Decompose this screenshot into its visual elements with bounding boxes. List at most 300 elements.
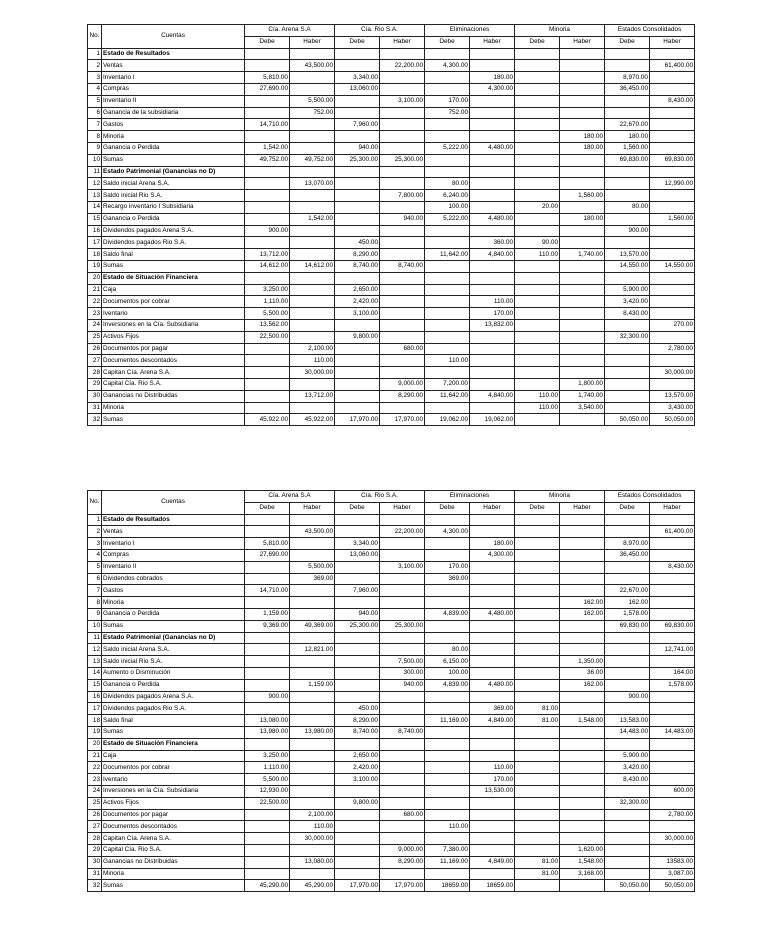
eliminaciones-debe-cell	[425, 83, 470, 95]
eliminaciones-haber-cell	[470, 644, 515, 656]
eliminaciones-debe-cell	[425, 785, 470, 797]
section-row	[88, 166, 695, 178]
account-name: Ventas	[102, 526, 245, 538]
header-haber: Haber	[290, 502, 335, 514]
consolidados-debe-cell	[605, 48, 650, 60]
minoria-debe-cell	[515, 119, 560, 131]
arena-haber-cell	[290, 667, 335, 679]
rio-debe-cell: 2,650.00	[335, 750, 380, 762]
arena-debe-cell	[245, 60, 290, 72]
consolidados-debe-cell	[605, 844, 650, 856]
consolidados-haber-cell	[650, 83, 695, 95]
row-number: 21	[88, 284, 102, 296]
rio-debe-cell: 9,800.00	[335, 331, 380, 343]
minoria-debe-cell	[515, 549, 560, 561]
consolidados-debe-cell: 8,970.00	[605, 538, 650, 550]
consolidados-haber-cell: 3,430.00	[650, 402, 695, 414]
table-row	[88, 750, 695, 762]
arena-haber-cell	[290, 378, 335, 390]
eliminaciones-debe-cell: 369.00	[425, 573, 470, 585]
minoria-haber-cell	[560, 538, 605, 550]
rio-haber-cell	[380, 691, 425, 703]
eliminaciones-haber-cell	[470, 573, 515, 585]
arena-debe-cell: 13,562.00	[245, 319, 290, 331]
arena-haber-cell	[290, 201, 335, 213]
minoria-debe-cell	[515, 83, 560, 95]
account-name: Iventario	[102, 308, 245, 320]
arena-debe-cell	[245, 703, 290, 715]
minoria-haber-cell	[560, 272, 605, 284]
section-title: Estado Patrimonial (Ganancias no D)	[102, 166, 245, 178]
consolidados-haber-cell: 12,990.00	[650, 178, 695, 190]
minoria-debe-cell	[515, 142, 560, 154]
header-group-consolidados: Estados Consolidados	[605, 491, 695, 503]
consolidados-haber-cell: 164.00	[650, 667, 695, 679]
arena-haber-cell	[290, 691, 335, 703]
rio-haber-cell	[380, 48, 425, 60]
consolidados-haber-cell: 30,000.00	[650, 833, 695, 845]
eliminaciones-debe-cell	[425, 319, 470, 331]
eliminaciones-debe-cell: 5,222.00	[425, 142, 470, 154]
account-name: Ganancias no Distribuidas	[102, 390, 245, 402]
minoria-haber-cell: 162.00	[560, 679, 605, 691]
table-row	[88, 679, 695, 691]
account-name: Sumas	[102, 880, 245, 892]
row-number: 16	[88, 225, 102, 237]
rio-haber-cell	[380, 774, 425, 786]
row-number: 12	[88, 178, 102, 190]
row-number: 14	[88, 667, 102, 679]
rio-debe-cell: 940.00	[335, 142, 380, 154]
consolidados-debe-cell	[605, 514, 650, 526]
consolidados-haber-cell	[650, 774, 695, 786]
eliminaciones-debe-cell	[425, 833, 470, 845]
consolidados-haber-cell: 270.00	[650, 319, 695, 331]
header-haber: Haber	[650, 36, 695, 48]
row-number: 8	[88, 597, 102, 609]
account-name: Caja	[102, 750, 245, 762]
rio-haber-cell: 9,000.00	[380, 378, 425, 390]
header-haber: Haber	[650, 502, 695, 514]
consolidados-haber-cell	[650, 142, 695, 154]
eliminaciones-haber-cell	[470, 738, 515, 750]
consolidados-haber-cell: 600.00	[650, 785, 695, 797]
section-row	[88, 272, 695, 284]
eliminaciones-haber-cell	[470, 367, 515, 379]
eliminaciones-debe-cell: 80.00	[425, 644, 470, 656]
arena-haber-cell	[290, 272, 335, 284]
arena-haber-cell: 13,712.00	[290, 390, 335, 402]
consolidados-haber-cell: 2,780.00	[650, 343, 695, 355]
eliminaciones-debe-cell	[425, 166, 470, 178]
consolidados-debe-cell: 8,430.00	[605, 774, 650, 786]
minoria-haber-cell: 1,548.00	[560, 715, 605, 727]
arena-haber-cell	[290, 538, 335, 550]
minoria-debe-cell	[515, 785, 560, 797]
eliminaciones-debe-cell: 6,240.00	[425, 190, 470, 202]
row-number: 31	[88, 402, 102, 414]
eliminaciones-haber-cell	[470, 190, 515, 202]
consolidados-haber-cell	[650, 585, 695, 597]
row-number: 20	[88, 738, 102, 750]
arena-debe-cell: 1,159.00	[245, 608, 290, 620]
eliminaciones-debe-cell	[425, 538, 470, 550]
table-row	[88, 691, 695, 703]
consolidados-haber-cell: 61,400.00	[650, 60, 695, 72]
eliminaciones-debe-cell	[425, 774, 470, 786]
consolidados-debe-cell	[605, 402, 650, 414]
arena-debe-cell: 45,922.00	[245, 414, 290, 426]
consolidados-haber-cell	[650, 821, 695, 833]
table-row	[88, 597, 695, 609]
consolidados-debe-cell: 13,583.00	[605, 715, 650, 727]
rio-haber-cell: 25,300.00	[380, 620, 425, 632]
rio-haber-cell	[380, 201, 425, 213]
minoria-debe-cell	[515, 272, 560, 284]
table-row	[88, 190, 695, 202]
rio-haber-cell: 7,500.00	[380, 656, 425, 668]
rio-debe-cell: 17,970.00	[335, 414, 380, 426]
minoria-haber-cell	[560, 260, 605, 272]
row-number: 1	[88, 514, 102, 526]
consolidados-haber-cell	[650, 249, 695, 261]
arena-haber-cell: 2,100.00	[290, 343, 335, 355]
eliminaciones-debe-cell: 11,642.00	[425, 249, 470, 261]
rio-debe-cell	[335, 272, 380, 284]
consolidados-haber-cell	[650, 738, 695, 750]
eliminaciones-haber-cell	[470, 833, 515, 845]
minoria-debe-cell	[515, 95, 560, 107]
rio-debe-cell	[335, 378, 380, 390]
row-number: 22	[88, 762, 102, 774]
arena-debe-cell	[245, 343, 290, 355]
row-number: 30	[88, 390, 102, 402]
consolidados-debe-cell: 5,900.00	[605, 750, 650, 762]
eliminaciones-haber-cell	[470, 378, 515, 390]
minoria-haber-cell	[560, 549, 605, 561]
table-row	[88, 726, 695, 738]
minoria-debe-cell	[515, 774, 560, 786]
rio-haber-cell: 940.00	[380, 213, 425, 225]
row-number: 2	[88, 526, 102, 538]
worksheet-body	[88, 514, 695, 892]
rio-debe-cell: 8,740.00	[335, 260, 380, 272]
minoria-haber-cell	[560, 166, 605, 178]
section-title: Estado de Resultados	[102, 514, 245, 526]
consolidados-haber-cell: 69,830.00	[650, 620, 695, 632]
row-number: 20	[88, 272, 102, 284]
row-number: 9	[88, 608, 102, 620]
row-number: 32	[88, 414, 102, 426]
arena-debe-cell	[245, 107, 290, 119]
eliminaciones-haber-cell	[470, 60, 515, 72]
header-no: No.	[88, 25, 102, 49]
consolidados-debe-cell: 36,450.00	[605, 83, 650, 95]
arena-haber-cell	[290, 844, 335, 856]
rio-haber-cell	[380, 72, 425, 84]
row-number: 26	[88, 809, 102, 821]
arena-debe-cell: 45,290.00	[245, 880, 290, 892]
minoria-haber-cell	[560, 367, 605, 379]
eliminaciones-haber-cell: 4,480.00	[470, 213, 515, 225]
eliminaciones-debe-cell: 11,169.00	[425, 856, 470, 868]
rio-haber-cell	[380, 237, 425, 249]
rio-haber-cell: 3,100.00	[380, 561, 425, 573]
table-row	[88, 237, 695, 249]
minoria-debe-cell	[515, 597, 560, 609]
minoria-haber-cell	[560, 308, 605, 320]
account-name: Sumas	[102, 154, 245, 166]
minoria-haber-cell: 1,740.00	[560, 249, 605, 261]
consolidados-debe-cell	[605, 213, 650, 225]
arena-haber-cell: 49,752.00	[290, 154, 335, 166]
arena-haber-cell	[290, 237, 335, 249]
arena-debe-cell	[245, 213, 290, 225]
row-number: 18	[88, 715, 102, 727]
consolidados-debe-cell: 14,550.00	[605, 260, 650, 272]
consolidados-debe-cell	[605, 95, 650, 107]
arena-haber-cell: 1,159.00	[290, 679, 335, 691]
account-name: Saldo inicial Arena S.A.	[102, 644, 245, 656]
eliminaciones-haber-cell	[470, 107, 515, 119]
rio-debe-cell: 8,290.00	[335, 715, 380, 727]
table-row	[88, 526, 695, 538]
eliminaciones-debe-cell	[425, 703, 470, 715]
header-group-minoria: Minoria	[515, 491, 605, 503]
rio-haber-cell: 17,970.00	[380, 880, 425, 892]
table-row	[88, 249, 695, 261]
account-name: Minoria	[102, 597, 245, 609]
rio-debe-cell: 8,740.00	[335, 726, 380, 738]
account-name: Ganancia o Perdida	[102, 608, 245, 620]
rio-haber-cell: 940.00	[380, 679, 425, 691]
minoria-debe-cell	[515, 561, 560, 573]
eliminaciones-haber-cell	[470, 178, 515, 190]
rio-haber-cell	[380, 166, 425, 178]
minoria-debe-cell	[515, 355, 560, 367]
rio-haber-cell	[380, 296, 425, 308]
section-title: Estado de Resultados	[102, 48, 245, 60]
rio-debe-cell: 3,340.00	[335, 538, 380, 550]
arena-haber-cell	[290, 715, 335, 727]
consolidados-debe-cell	[605, 679, 650, 691]
minoria-debe-cell	[515, 797, 560, 809]
consolidados-debe-cell: 8,970.00	[605, 72, 650, 84]
rio-debe-cell: 25,300.00	[335, 154, 380, 166]
consolidados-haber-cell	[650, 573, 695, 585]
header-debe: Debe	[245, 36, 290, 48]
rio-haber-cell	[380, 272, 425, 284]
minoria-haber-cell	[560, 750, 605, 762]
header-group-eliminaciones: Eliminaciones	[425, 491, 515, 503]
arena-haber-cell: 110.00	[290, 821, 335, 833]
eliminaciones-haber-cell	[470, 514, 515, 526]
arena-haber-cell	[290, 738, 335, 750]
arena-debe-cell	[245, 833, 290, 845]
eliminaciones-debe-cell: 110.00	[425, 821, 470, 833]
arena-haber-cell: 110.00	[290, 355, 335, 367]
eliminaciones-debe-cell	[425, 119, 470, 131]
arena-haber-cell: 45,290.00	[290, 880, 335, 892]
consolidados-haber-cell: 8,430.00	[650, 561, 695, 573]
arena-debe-cell	[245, 272, 290, 284]
rio-haber-cell	[380, 514, 425, 526]
eliminaciones-debe-cell	[425, 620, 470, 632]
arena-haber-cell	[290, 597, 335, 609]
account-name: Ventas	[102, 60, 245, 72]
row-number: 27	[88, 355, 102, 367]
header-haber: Haber	[290, 36, 335, 48]
header-debe: Debe	[425, 36, 470, 48]
account-name: Capitan Cía. Arena S.A.	[102, 833, 245, 845]
eliminaciones-debe-cell	[425, 225, 470, 237]
eliminaciones-haber-cell: 4,480.00	[470, 679, 515, 691]
account-name: Saldo final	[102, 249, 245, 261]
eliminaciones-haber-cell	[470, 821, 515, 833]
account-name: Gastos	[102, 585, 245, 597]
eliminaciones-haber-cell: 360.00	[470, 237, 515, 249]
account-name: Ganancia o Perdida	[102, 679, 245, 691]
rio-haber-cell	[380, 319, 425, 331]
account-name: Sumas	[102, 620, 245, 632]
arena-debe-cell	[245, 131, 290, 143]
eliminaciones-debe-cell	[425, 48, 470, 60]
eliminaciones-debe-cell: 5,222.00	[425, 213, 470, 225]
section-row	[88, 514, 695, 526]
rio-haber-cell	[380, 402, 425, 414]
arena-debe-cell	[245, 656, 290, 668]
consolidados-haber-cell	[650, 844, 695, 856]
consolidados-haber-cell	[650, 514, 695, 526]
arena-haber-cell: 49,369.00	[290, 620, 335, 632]
minoria-debe-cell	[515, 585, 560, 597]
minoria-haber-cell: 180.00	[560, 213, 605, 225]
arena-debe-cell	[245, 402, 290, 414]
consolidados-debe-cell	[605, 355, 650, 367]
arena-debe-cell	[245, 561, 290, 573]
header-no: No.	[88, 491, 102, 515]
row-number: 3	[88, 538, 102, 550]
account-name: Sumas	[102, 414, 245, 426]
rio-debe-cell: 7,960.00	[335, 585, 380, 597]
eliminaciones-haber-cell	[470, 48, 515, 60]
table-row	[88, 308, 695, 320]
rio-debe-cell: 9,800.00	[335, 797, 380, 809]
arena-haber-cell	[290, 166, 335, 178]
account-name: Documentos por cobrar	[102, 296, 245, 308]
rio-debe-cell: 450.00	[335, 237, 380, 249]
consolidados-haber-cell	[650, 378, 695, 390]
rio-haber-cell: 680.00	[380, 343, 425, 355]
arena-debe-cell: 14,612.00	[245, 260, 290, 272]
eliminaciones-haber-cell	[470, 750, 515, 762]
minoria-haber-cell: 1,740.00	[560, 390, 605, 402]
rio-haber-cell	[380, 703, 425, 715]
consolidados-haber-cell	[650, 201, 695, 213]
row-number: 5	[88, 95, 102, 107]
rio-haber-cell: 8,290.00	[380, 390, 425, 402]
arena-debe-cell	[245, 632, 290, 644]
eliminaciones-haber-cell	[470, 131, 515, 143]
row-number: 5	[88, 561, 102, 573]
eliminaciones-haber-cell	[470, 119, 515, 131]
arena-debe-cell	[245, 514, 290, 526]
eliminaciones-haber-cell	[470, 667, 515, 679]
rio-haber-cell	[380, 142, 425, 154]
consolidados-haber-cell	[650, 272, 695, 284]
account-name: Inversiones en la Cía. Subsidiaria	[102, 785, 245, 797]
table-row	[88, 762, 695, 774]
table-row	[88, 809, 695, 821]
row-number: 2	[88, 60, 102, 72]
arena-haber-cell	[290, 656, 335, 668]
rio-haber-cell: 22,200.00	[380, 526, 425, 538]
arena-haber-cell: 13,980.00	[290, 726, 335, 738]
minoria-debe-cell	[515, 691, 560, 703]
eliminaciones-haber-cell: 4,840.00	[470, 390, 515, 402]
account-name: Saldo inicial Rio S.A.	[102, 190, 245, 202]
rio-debe-cell	[335, 402, 380, 414]
eliminaciones-debe-cell: 100.00	[425, 201, 470, 213]
minoria-debe-cell	[515, 667, 560, 679]
rio-debe-cell	[335, 514, 380, 526]
arena-haber-cell	[290, 703, 335, 715]
arena-debe-cell	[245, 526, 290, 538]
minoria-debe-cell	[515, 284, 560, 296]
rio-debe-cell	[335, 809, 380, 821]
minoria-debe-cell	[515, 833, 560, 845]
minoria-debe-cell	[515, 296, 560, 308]
arena-haber-cell	[290, 83, 335, 95]
row-number: 25	[88, 331, 102, 343]
account-name: Saldo inicial Arena S.A.	[102, 178, 245, 190]
rio-haber-cell	[380, 549, 425, 561]
header-group-consolidados: Estados Consolidados	[605, 25, 695, 37]
eliminaciones-haber-cell: 4,300.00	[470, 549, 515, 561]
rio-haber-cell: 3,100.00	[380, 95, 425, 107]
minoria-haber-cell	[560, 355, 605, 367]
consolidados-haber-cell	[650, 166, 695, 178]
minoria-debe-cell	[515, 514, 560, 526]
eliminaciones-debe-cell: 18659.00	[425, 880, 470, 892]
account-name: Caja	[102, 284, 245, 296]
arena-haber-cell: 752.00	[290, 107, 335, 119]
arena-debe-cell	[245, 237, 290, 249]
minoria-haber-cell	[560, 154, 605, 166]
eliminaciones-debe-cell	[425, 549, 470, 561]
consolidados-debe-cell	[605, 738, 650, 750]
consolidados-debe-cell	[605, 60, 650, 72]
minoria-debe-cell	[515, 308, 560, 320]
rio-debe-cell	[335, 390, 380, 402]
row-number: 21	[88, 750, 102, 762]
rio-debe-cell	[335, 48, 380, 60]
eliminaciones-debe-cell	[425, 738, 470, 750]
minoria-debe-cell	[515, 644, 560, 656]
account-name: Recargo inventario I Subsidiaria	[102, 201, 245, 213]
minoria-haber-cell: 180.00	[560, 131, 605, 143]
minoria-debe-cell: 81.00	[515, 868, 560, 880]
eliminaciones-haber-cell	[470, 331, 515, 343]
rio-debe-cell: 2,650.00	[335, 284, 380, 296]
consolidados-debe-cell: 32,300.00	[605, 331, 650, 343]
row-number: 26	[88, 343, 102, 355]
arena-haber-cell: 5,500.00	[290, 561, 335, 573]
arena-debe-cell: 5,500.00	[245, 308, 290, 320]
arena-debe-cell: 49,752.00	[245, 154, 290, 166]
minoria-debe-cell	[515, 762, 560, 774]
row-number: 1	[88, 48, 102, 60]
